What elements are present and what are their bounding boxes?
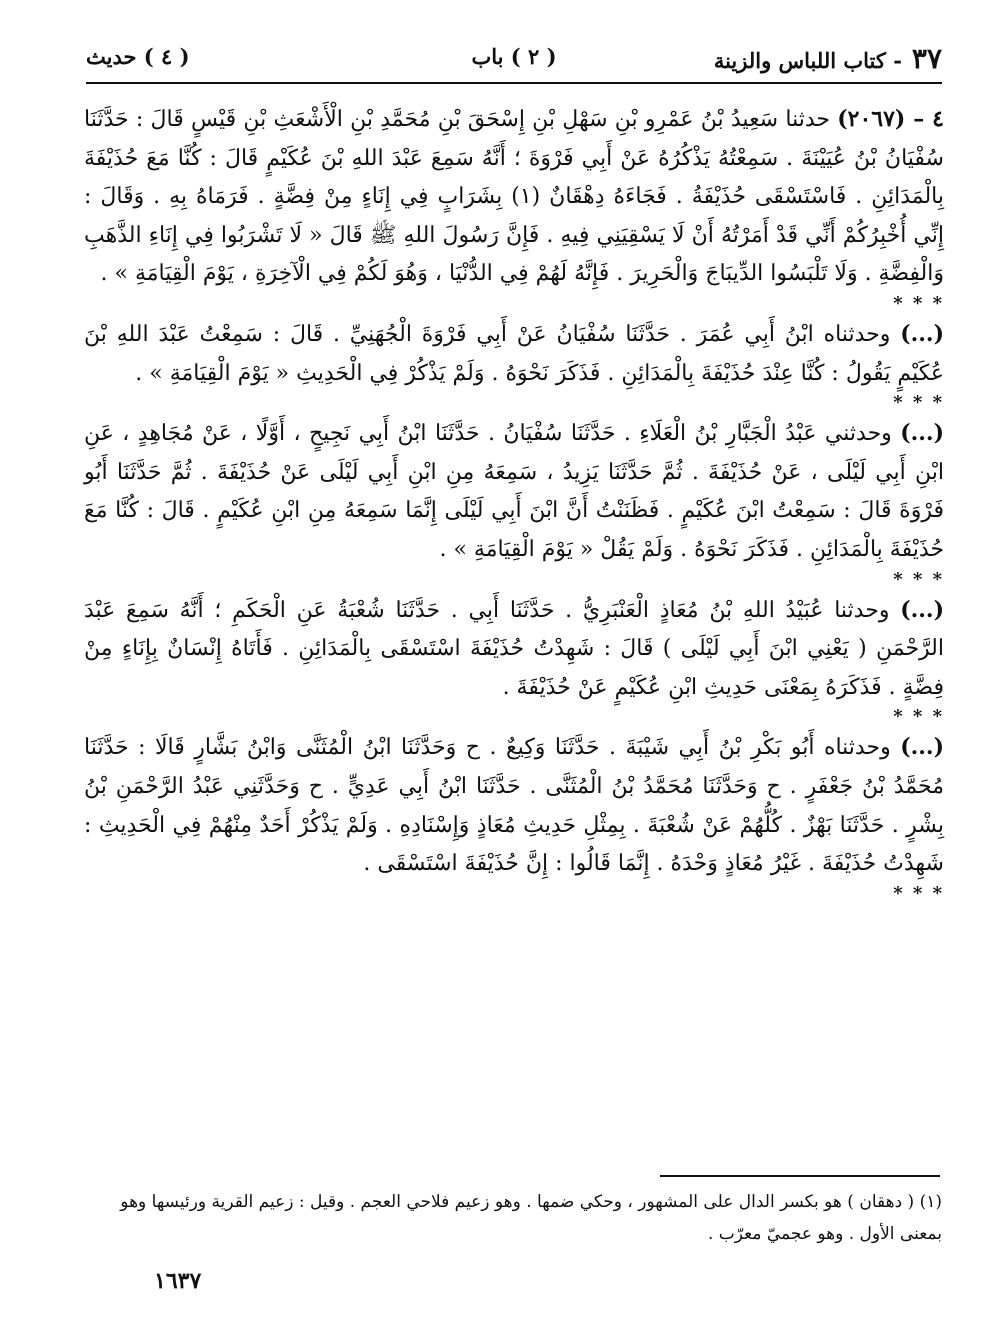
footnote-divider bbox=[660, 1175, 940, 1177]
running-header bbox=[86, 38, 942, 82]
hadith-number: (...) bbox=[900, 320, 944, 347]
hadith-entry bbox=[84, 591, 944, 708]
header-chapter: ( ٢ ) باب bbox=[471, 44, 557, 69]
hadith-entry bbox=[84, 728, 944, 883]
section-separator: * * * bbox=[893, 882, 944, 904]
section-separator: * * * bbox=[893, 292, 944, 314]
hadith-number: ٤ – (٢٠٦٧) bbox=[837, 106, 944, 132]
chapter-number: ٣٧ bbox=[911, 42, 942, 75]
hadith-number: (...) bbox=[900, 596, 944, 623]
header-hadith-ref: ( ٤ ) حديث bbox=[86, 44, 190, 69]
section-separator: * * * bbox=[893, 392, 944, 414]
page-number: ١٦٣٧ bbox=[154, 1268, 202, 1294]
hadith-number: (...) bbox=[900, 420, 944, 447]
section-separator: * * * bbox=[893, 568, 944, 590]
book-title: - كتاب اللباس والزينة bbox=[713, 48, 902, 73]
footnote: (١) ( دهقان ) هو بكسر الدال على المشهور ، وحكي ضمها . وهو زعيم فلاحي العجم . وقيل : زعيم القرية ورئيسها وهو بمعنى الأول . وهو عجميّ معرّب . bbox=[120, 1192, 942, 1244]
section-separator: * * * bbox=[893, 706, 944, 728]
hadith-text: وحدثناه ابْنُ أَبِي عُمَرَ . حَدَّثَنَا سُفْيَانُ عَنْ أَبِي فَرْوَةَ الْجُهَنِيِّ . قَالَ : سَمِعْتُ عَبْدَ اللهِ بْنَ عُكَيْمٍ يَقُولُ : كُنَّا عِنْدَ حُذَيْفَةَ بِالْمَدَائِنِ . فَذَكَرَ نَحْوَهُ . وَلَمْ يَذْكُرْ فِي الْحَدِيثِ « يَوْمَ الْقِيَامَةِ » . bbox=[84, 321, 944, 386]
hadith-text: حدثنا سَعِيدُ بْنُ عَمْرِو بْنِ سَهْلِ بْنِ إِسْحَقَ بْنِ مُحَمَّدِ بْنِ الْأَشْعَثِ بْنِ قَيْسٍ قَالَ : حَدَّثَنَا سُفْيَانُ بْنُ عُيَيْنَةَ . سَمِعْتُهُ يَذْكُرُهُ عَنْ أَبِي فَرْوَةَ ؛ أَنَّهُ سَمِعَ عَبْدَ اللهِ بْنَ عُكَيْمٍ قَالَ : كُنَّا مَعَ حُذَيْفَةَ بِالْمَدَائِنِ . فَاسْتَسْقَى حُذَيْفَةُ . فَجَاءَهُ دِهْقَانٌ (١) بِشَرَابٍ فِي إِنَاءٍ مِنْ فِضَّةٍ . فَرَمَاهُ بِهِ . وَقَالَ : إِنِّي أُخْبِرُكُمْ أَنِّي قَدْ أَمَرْتُهُ أَنْ لَا يَسْقِيَنِي فِيهِ . فَإِنَّ رَسُولَ اللهِ ﷺ قَالَ « لَا تَشْرَبُوا فِي إِنَاءِ الذَّهَبِ وَالْفِضَّةِ . وَلَا تَلْبَسُوا الدِّيبَاجَ وَالْحَرِيرَ . فَإِنَّهُ لَهُمْ فِي الدُّنْيَا ، وَهُوَ لَكُمْ فِي الْآخِرَةِ ، يَوْمَ الْقِيَامَةِ » . bbox=[84, 107, 944, 287]
hadith-entry bbox=[84, 100, 944, 294]
hadith-text: وحدثناه أَبُو بَكْرِ بْنُ أَبِي شَيْبَةَ . حَدَّثَنَا وَكِيعٌ . ح وَحَدَّثَنَا ابْنُ الْمُثَنَّى وَابْنُ بَشَّارٍ قَالَا : حَدَّثَنَا مُحَمَّدُ بْنُ جَعْفَرٍ . ح وَحَدَّثَنَا مُحَمَّدُ بْنُ الْمُثَنَّى . حَدَّثَنَا ابْنُ أَبِي عَدِيٍّ . ح وَحَدَّثَنِي عَبْدُ الرَّحْمَنِ بْنُ بِشْرٍ . حَدَّثَنَا بَهْزٌ . كُلُّهُمْ عَنْ شُعْبَةَ . بِمِثْلِ حَدِيثِ مُعَاذٍ وَإِسْنَادِهِ . وَلَمْ يَذْكُرْ أَحَدٌ مِنْهُمْ فِي الْحَدِيثِ : شَهِدْتُ حُذَيْفَةَ . غَيْرُ مُعَاذٍ وَحْدَهُ . إِنَّمَا قَالُوا : إِنَّ حُذَيْفَةَ اسْتَسْقَى . bbox=[84, 735, 944, 877]
hadith-entry bbox=[84, 315, 944, 393]
main-text bbox=[84, 100, 944, 905]
header-divider bbox=[86, 82, 942, 84]
hadith-text: وحدثني عَبْدُ الْجَبَّارِ بْنُ الْعَلَاءِ . حَدَّثَنَا سُفْيَانُ . حَدَّثَنَا ابْنُ أَبِي نَجِيحٍ ، أَوَّلًا ، عَنْ مُجَاهِدٍ ، عَنِ ابْنِ أَبِي لَيْلَى ، عَنْ حُذَيْفَةَ . ثُمَّ حَدَّثَنَا يَزِيدُ ، سَمِعَهُ مِنِ ابْنِ أَبِي لَيْلَى عَنْ حُذَيْفَةَ . ثُمَّ حَدَّثَنَا أَبُو فَرْوَةَ قَالَ : سَمِعْتُ ابْنَ عُكَيْمٍ . فَظَنَنْتُ أَنَّ ابْنَ أَبِي لَيْلَى إِنَّمَا سَمِعَهُ مِنِ ابْنِ عُكَيْمٍ . قَالَ : كُنَّا مَعَ حُذَيْفَةَ بِالْمَدَائِنِ . فَذَكَرَ نَحْوَهُ . وَلَمْ يَقُلْ « يَوْمَ الْقِيَامَةِ » . bbox=[84, 421, 944, 562]
hadith-text: وحدثنا عُبَيْدُ اللهِ بْنُ مُعَاذٍ الْعَنْبَرِيُّ . حَدَّثَنَا أَبِي . حَدَّثَنَا شُعْبَةُ عَنِ الْحَكَمِ ؛ أَنَّهُ سَمِعَ عَبْدَ الرَّحْمَنِ ( يَعْنِي ابْنَ أَبِي لَيْلَى ) قَالَ : شَهِدْتُ حُذَيْفَةَ اسْتَسْقَى بِالْمَدَائِنِ . فَأَتَاهُ إِنْسَانٌ بِإِنَاءٍ مِنْ فِضَّةٍ . فَذَكَرَهُ بِمَعْنَى حَدِيثِ ابْنِ عُكَيْمٍ عَنْ حُذَيْفَةَ . bbox=[84, 597, 944, 700]
hadith-entry bbox=[84, 414, 944, 569]
hadith-number: (...) bbox=[900, 734, 944, 761]
